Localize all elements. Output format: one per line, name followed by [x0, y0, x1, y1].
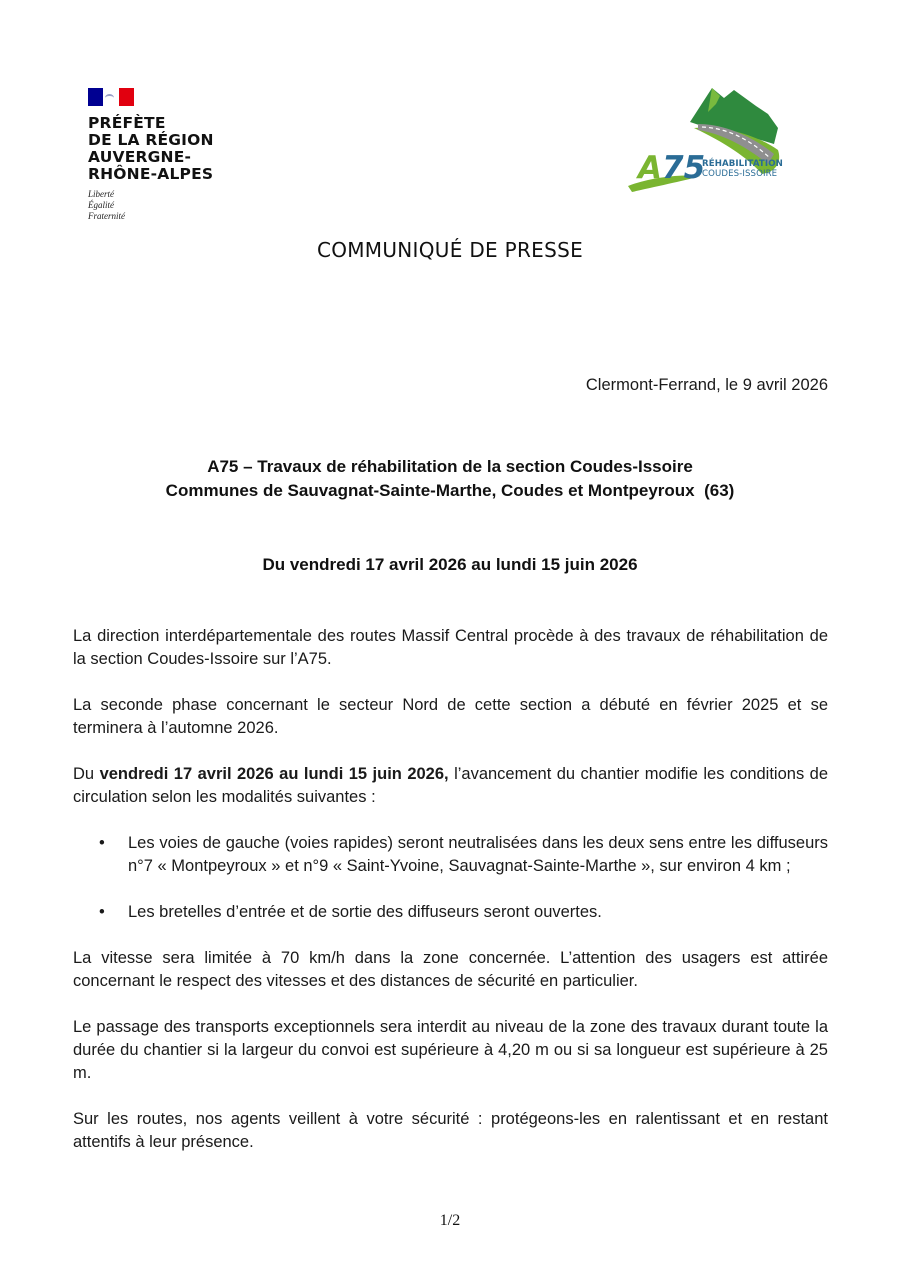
marianne-flag-icon — [88, 88, 134, 106]
press-body — [73, 625, 828, 1177]
a75-logo — [628, 82, 788, 194]
page-number: 1/2 — [439, 1212, 461, 1229]
a75-mark-text: A75 — [638, 150, 706, 186]
date-place: Clermont-Ferrand, le 9 avril 2026 — [585, 376, 828, 394]
list-item: • Les bretelles d’entrée et de sortie des diffuseurs seront ouvertes. — [73, 901, 828, 924]
paragraph-4: La vitesse sera limitée à 70 km/h dans la zone concernée. L’attention des usagers est attirée concernant le respect des vitesses et des distances de sécurité en particulier. — [73, 949, 828, 990]
period-heading: Du vendredi 17 avril 2026 au lundi 15 juin 2026 — [262, 555, 638, 574]
republic-motto: Liberté Égalité Fraternité — [88, 189, 125, 221]
paragraph-6: Sur les routes, nos agents veillent à votre sécurité : protégeons-les en ralentissant et en restant attentifs à leur présence. — [73, 1110, 828, 1151]
measures-list — [73, 832, 828, 924]
list-item: • Les voies de gauche (voies rapides) seront neutralisées dans les deux sens entre les diffuseurs n°7 « Montpeyroux » et n°9 « Saint-Yvoine, Sauvagnat-Sainte-Marthe », sur environ 4 km ; — [73, 832, 828, 878]
headline-line-1: A75 – Travaux de réhabilitation de la section Coudes-Issoire — [207, 457, 693, 476]
headline-line-2: Communes de Sauvagnat-Sainte-Marthe, Coudes et Montpeyroux (63) — [165, 481, 735, 500]
prefecture-name: PRÉFÈTE DE LA RÉGION AUVERGNE- RHÔNE-ALPES — [88, 114, 214, 183]
paragraph-5: Le passage des transports exceptionnels sera interdit au niveau de la zone des travaux durant toute la durée du chantier si la largeur du convoi est supérieure à 4,20 m ou si sa longueur est supérieure à 25 m. — [73, 1018, 828, 1082]
paragraph-2: La seconde phase concernant le secteur Nord de cette section a débuté en février 2025 et se terminera à l’automne 2026. — [73, 696, 828, 737]
document-title: COMMUNIQUÉ DE PRESSE — [316, 238, 584, 262]
prefecture-logo — [88, 88, 214, 222]
paragraph-3: Du vendredi 17 avril 2026 au lundi 15 juin 2026, l’avancement du chantier modifie les conditions de circulation selon les modalités suivantes : — [73, 765, 829, 806]
a75-logo-caption: RÉHABILITATION COUDES-ISSOIRE — [702, 159, 783, 179]
headline — [0, 455, 900, 503]
paragraph-1: La direction interdépartementale des routes Massif Central procède à des travaux de réhabilitation de la section Coudes-Issoire sur l’A75. — [73, 627, 828, 668]
